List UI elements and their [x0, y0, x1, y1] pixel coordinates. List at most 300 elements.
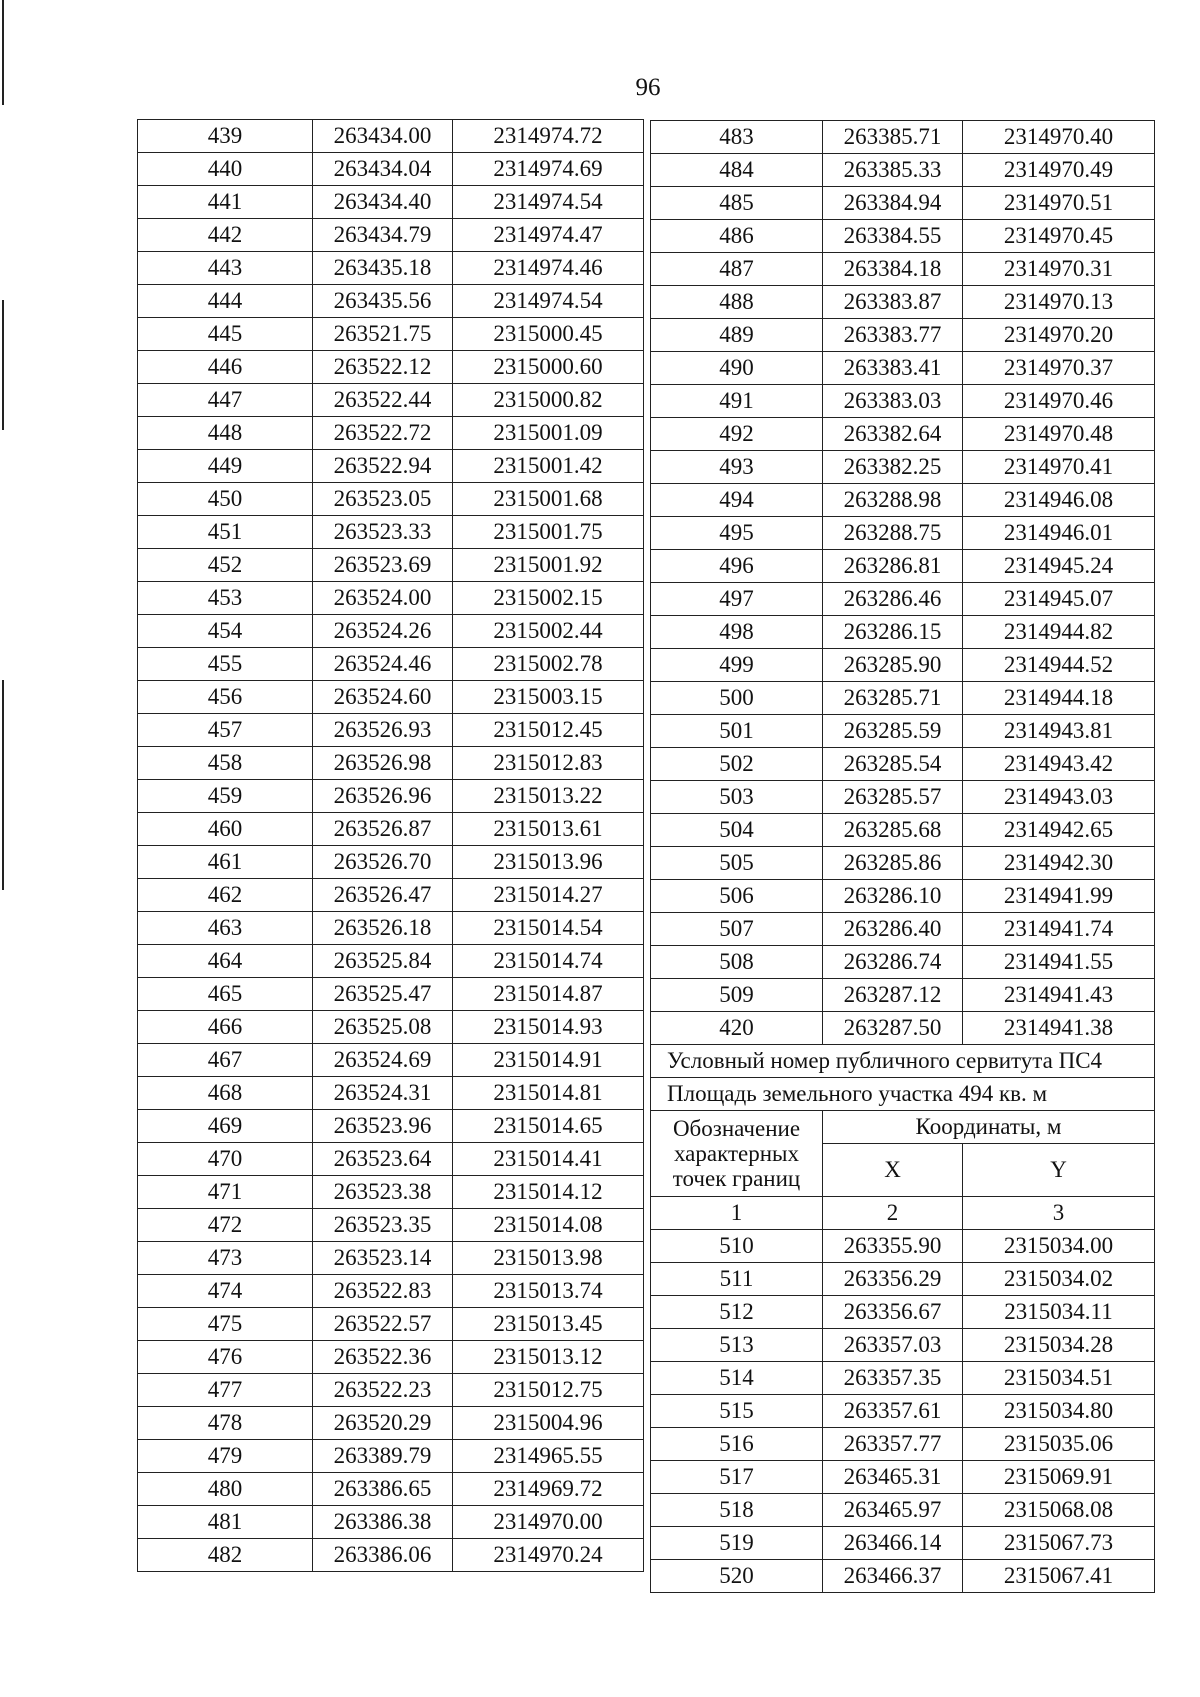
- y-coordinate-cell: 2315014.12: [453, 1176, 644, 1209]
- table-row: [138, 153, 644, 186]
- table-row: [651, 1329, 1155, 1362]
- table-row: [138, 714, 644, 747]
- table-row: [138, 747, 644, 780]
- y-coordinate-cell: 2315014.08: [453, 1209, 644, 1242]
- points-header-line: Обозначение: [672, 1116, 801, 1141]
- x-coordinate-cell: 263526.87: [313, 813, 453, 846]
- table-row: [651, 121, 1155, 154]
- x-header: X: [823, 1144, 963, 1197]
- table-row: [651, 1527, 1155, 1560]
- x-coordinate-cell: 263524.69: [313, 1044, 453, 1077]
- y-coordinate-cell: 2315034.02: [963, 1263, 1155, 1296]
- table-row: [651, 220, 1155, 253]
- table-row: [138, 186, 644, 219]
- table-row: [651, 1263, 1155, 1296]
- table-row: [651, 484, 1155, 517]
- x-coordinate-cell: 263526.96: [313, 780, 453, 813]
- x-coordinate-cell: 263522.72: [313, 417, 453, 450]
- x-coordinate-cell: 263382.64: [823, 418, 963, 451]
- x-coordinate-cell: 263286.74: [823, 946, 963, 979]
- y-coordinate-cell: 2315001.42: [453, 450, 644, 483]
- y-coordinate-cell: 2315000.82: [453, 384, 644, 417]
- point-number-cell: 501: [651, 715, 823, 748]
- point-number-cell: 484: [651, 154, 823, 187]
- x-coordinate-cell: 263285.68: [823, 814, 963, 847]
- y-coordinate-cell: 2314945.07: [963, 583, 1155, 616]
- table-row: [651, 418, 1155, 451]
- table-row: [651, 649, 1155, 682]
- point-number-cell: 519: [651, 1527, 823, 1560]
- x-coordinate-cell: 263522.94: [313, 450, 453, 483]
- x-coordinate-cell: 263286.81: [823, 550, 963, 583]
- y-coordinate-cell: 2315014.91: [453, 1044, 644, 1077]
- point-number-cell: 465: [138, 978, 313, 1011]
- y-coordinate-cell: 2314941.38: [963, 1012, 1155, 1045]
- servitude-title-row: [651, 1045, 1155, 1078]
- x-coordinate-cell: 263526.98: [313, 747, 453, 780]
- table-row: [138, 549, 644, 582]
- table-row: [651, 187, 1155, 220]
- table-row: [651, 1560, 1155, 1593]
- column-number: 1: [651, 1197, 823, 1230]
- point-number-cell: 490: [651, 352, 823, 385]
- point-number-cell: 485: [651, 187, 823, 220]
- point-number-cell: 472: [138, 1209, 313, 1242]
- x-coordinate-cell: 263526.47: [313, 879, 453, 912]
- x-coordinate-cell: 263386.06: [313, 1539, 453, 1572]
- table-row: [138, 1308, 644, 1341]
- points-header: [651, 1111, 823, 1197]
- x-coordinate-cell: 263523.64: [313, 1143, 453, 1176]
- point-number-cell: 511: [651, 1263, 823, 1296]
- x-coordinate-cell: 263526.18: [313, 912, 453, 945]
- y-coordinate-cell: 2314943.81: [963, 715, 1155, 748]
- y-coordinate-cell: 2315000.45: [453, 318, 644, 351]
- point-number-cell: 518: [651, 1494, 823, 1527]
- y-coordinate-cell: 2315001.75: [453, 516, 644, 549]
- x-coordinate-cell: 263389.79: [313, 1440, 453, 1473]
- y-coordinate-cell: 2314942.65: [963, 814, 1155, 847]
- y-coordinate-cell: 2314974.54: [453, 186, 644, 219]
- y-coordinate-cell: 2315003.15: [453, 681, 644, 714]
- table-row: [138, 1341, 644, 1374]
- y-coordinate-cell: 2314941.43: [963, 979, 1155, 1012]
- table-row: [138, 945, 644, 978]
- table-row: [651, 451, 1155, 484]
- point-number-cell: 452: [138, 549, 313, 582]
- x-coordinate-cell: 263525.08: [313, 1011, 453, 1044]
- point-number-cell: 478: [138, 1407, 313, 1440]
- point-number-cell: 504: [651, 814, 823, 847]
- y-coordinate-cell: 2315013.12: [453, 1341, 644, 1374]
- x-coordinate-cell: 263287.50: [823, 1012, 963, 1045]
- point-number-cell: 513: [651, 1329, 823, 1362]
- point-number-cell: 505: [651, 847, 823, 880]
- x-coordinate-cell: 263522.57: [313, 1308, 453, 1341]
- x-coordinate-cell: 263466.37: [823, 1560, 963, 1593]
- y-coordinate-cell: 2314943.42: [963, 748, 1155, 781]
- column-number-row: [651, 1197, 1155, 1230]
- point-number-cell: 481: [138, 1506, 313, 1539]
- y-coordinate-cell: 2315035.06: [963, 1428, 1155, 1461]
- x-coordinate-cell: 263524.60: [313, 681, 453, 714]
- point-number-cell: 458: [138, 747, 313, 780]
- point-number-cell: 517: [651, 1461, 823, 1494]
- table-row: [651, 1395, 1155, 1428]
- point-number-cell: 460: [138, 813, 313, 846]
- x-coordinate-cell: 263522.44: [313, 384, 453, 417]
- table-row: [138, 813, 644, 846]
- x-coordinate-cell: 263522.83: [313, 1275, 453, 1308]
- point-number-cell: 499: [651, 649, 823, 682]
- y-coordinate-cell: 2314970.41: [963, 451, 1155, 484]
- table-row: [651, 517, 1155, 550]
- x-coordinate-cell: 263523.96: [313, 1110, 453, 1143]
- table-row: [138, 219, 644, 252]
- binding-mark-middle: [2, 300, 4, 430]
- point-number-cell: 451: [138, 516, 313, 549]
- point-number-cell: 461: [138, 846, 313, 879]
- points-header-line: точек границ: [672, 1166, 801, 1191]
- point-number-cell: 450: [138, 483, 313, 516]
- x-coordinate-cell: 263434.04: [313, 153, 453, 186]
- x-coordinate-cell: 263435.18: [313, 252, 453, 285]
- y-coordinate-cell: 2315001.09: [453, 417, 644, 450]
- x-coordinate-cell: 263383.03: [823, 385, 963, 418]
- x-coordinate-cell: 263526.93: [313, 714, 453, 747]
- table-row: [138, 516, 644, 549]
- y-coordinate-cell: 2315014.65: [453, 1110, 644, 1143]
- x-coordinate-cell: 263525.84: [313, 945, 453, 978]
- x-coordinate-cell: 263524.46: [313, 648, 453, 681]
- x-coordinate-cell: 263524.31: [313, 1077, 453, 1110]
- point-number-cell: 473: [138, 1242, 313, 1275]
- x-coordinate-cell: 263356.29: [823, 1263, 963, 1296]
- y-coordinate-cell: 2315014.93: [453, 1011, 644, 1044]
- y-coordinate-cell: 2315068.08: [963, 1494, 1155, 1527]
- y-coordinate-cell: 2315014.27: [453, 879, 644, 912]
- point-number-cell: 455: [138, 648, 313, 681]
- table-row: [651, 1362, 1155, 1395]
- x-coordinate-cell: 263285.71: [823, 682, 963, 715]
- x-coordinate-cell: 263383.41: [823, 352, 963, 385]
- point-number-cell: 468: [138, 1077, 313, 1110]
- point-number-cell: 462: [138, 879, 313, 912]
- y-coordinate-cell: 2315034.80: [963, 1395, 1155, 1428]
- table-row: [651, 1012, 1155, 1045]
- table-row: [138, 1506, 644, 1539]
- table-row: [138, 615, 644, 648]
- y-coordinate-cell: 2315013.61: [453, 813, 644, 846]
- point-number-cell: 497: [651, 583, 823, 616]
- table-row: [651, 847, 1155, 880]
- table-row: [138, 1242, 644, 1275]
- y-coordinate-cell: 2314970.46: [963, 385, 1155, 418]
- x-coordinate-cell: 263384.94: [823, 187, 963, 220]
- table-row: [138, 846, 644, 879]
- y-coordinate-cell: 2315012.75: [453, 1374, 644, 1407]
- coords-header: Координаты, м: [823, 1111, 1155, 1144]
- table-row: [651, 1230, 1155, 1263]
- table-row: [651, 352, 1155, 385]
- point-number-cell: 475: [138, 1308, 313, 1341]
- y-coordinate-cell: 2314970.13: [963, 286, 1155, 319]
- point-number-cell: 476: [138, 1341, 313, 1374]
- y-coordinate-cell: 2314974.47: [453, 219, 644, 252]
- y-coordinate-cell: 2314946.08: [963, 484, 1155, 517]
- y-coordinate-cell: 2314974.54: [453, 285, 644, 318]
- x-coordinate-cell: 263435.56: [313, 285, 453, 318]
- y-coordinate-cell: 2314970.45: [963, 220, 1155, 253]
- table-row: [138, 483, 644, 516]
- point-number-cell: 464: [138, 945, 313, 978]
- point-number-cell: 480: [138, 1473, 313, 1506]
- y-coordinate-cell: 2315014.54: [453, 912, 644, 945]
- point-number-cell: 510: [651, 1230, 823, 1263]
- x-coordinate-cell: 263288.75: [823, 517, 963, 550]
- point-number-cell: 512: [651, 1296, 823, 1329]
- point-number-cell: 442: [138, 219, 313, 252]
- y-coordinate-cell: 2315067.73: [963, 1527, 1155, 1560]
- table-row: [138, 1110, 644, 1143]
- table-row: [138, 417, 644, 450]
- coordinates-table-right: [650, 120, 1155, 1593]
- x-coordinate-cell: 263286.15: [823, 616, 963, 649]
- point-number-cell: 508: [651, 946, 823, 979]
- point-number-cell: 441: [138, 186, 313, 219]
- x-coordinate-cell: 263383.87: [823, 286, 963, 319]
- point-number-cell: 494: [651, 484, 823, 517]
- x-coordinate-cell: 263285.59: [823, 715, 963, 748]
- x-coordinate-cell: 263465.31: [823, 1461, 963, 1494]
- y-coordinate-cell: 2314970.20: [963, 319, 1155, 352]
- x-coordinate-cell: 263522.12: [313, 351, 453, 384]
- point-number-cell: 444: [138, 285, 313, 318]
- table-row: [651, 682, 1155, 715]
- x-coordinate-cell: 263356.67: [823, 1296, 963, 1329]
- table-row: [138, 450, 644, 483]
- y-coordinate-cell: 2315013.96: [453, 846, 644, 879]
- x-coordinate-cell: 263523.35: [313, 1209, 453, 1242]
- x-coordinate-cell: 263355.90: [823, 1230, 963, 1263]
- y-coordinate-cell: 2314944.52: [963, 649, 1155, 682]
- y-coordinate-cell: 2315012.83: [453, 747, 644, 780]
- y-coordinate-cell: 2315002.78: [453, 648, 644, 681]
- point-number-cell: 459: [138, 780, 313, 813]
- x-coordinate-cell: 263285.57: [823, 781, 963, 814]
- y-coordinate-cell: 2314970.24: [453, 1539, 644, 1572]
- x-coordinate-cell: 263434.00: [313, 120, 453, 153]
- points-header-line: характерных: [673, 1141, 799, 1166]
- point-number-cell: 493: [651, 451, 823, 484]
- point-number-cell: 456: [138, 681, 313, 714]
- servitude-title: Условный номер публичного сервитута ПС4: [651, 1045, 1155, 1078]
- x-coordinate-cell: 263522.36: [313, 1341, 453, 1374]
- x-coordinate-cell: 263522.23: [313, 1374, 453, 1407]
- x-coordinate-cell: 263525.47: [313, 978, 453, 1011]
- table-row: [138, 582, 644, 615]
- point-number-cell: 515: [651, 1395, 823, 1428]
- table-row: [651, 1461, 1155, 1494]
- y-coordinate-cell: 2314943.03: [963, 781, 1155, 814]
- point-number-cell: 454: [138, 615, 313, 648]
- binding-mark-lower: [2, 680, 4, 890]
- header-row: [651, 1111, 1155, 1144]
- area-line: Площадь земельного участка 494 кв. м: [651, 1078, 1155, 1111]
- x-coordinate-cell: 263285.90: [823, 649, 963, 682]
- y-coordinate-cell: 2315034.11: [963, 1296, 1155, 1329]
- table-row: [138, 285, 644, 318]
- y-coordinate-cell: 2314974.72: [453, 120, 644, 153]
- point-number-cell: 506: [651, 880, 823, 913]
- y-coordinate-cell: 2314974.46: [453, 252, 644, 285]
- x-coordinate-cell: 263434.79: [313, 219, 453, 252]
- y-coordinate-cell: 2314945.24: [963, 550, 1155, 583]
- x-coordinate-cell: 263465.97: [823, 1494, 963, 1527]
- y-coordinate-cell: 2314970.51: [963, 187, 1155, 220]
- point-number-cell: 507: [651, 913, 823, 946]
- x-coordinate-cell: 263521.75: [313, 318, 453, 351]
- y-coordinate-cell: 2314970.31: [963, 253, 1155, 286]
- table-row: [651, 946, 1155, 979]
- x-coordinate-cell: 263386.38: [313, 1506, 453, 1539]
- x-coordinate-cell: 263386.65: [313, 1473, 453, 1506]
- x-coordinate-cell: 263286.10: [823, 880, 963, 913]
- table-row: [138, 318, 644, 351]
- x-coordinate-cell: 263288.98: [823, 484, 963, 517]
- x-coordinate-cell: 263285.86: [823, 847, 963, 880]
- table-row: [651, 616, 1155, 649]
- y-coordinate-cell: 2314970.00: [453, 1506, 644, 1539]
- point-number-cell: 479: [138, 1440, 313, 1473]
- x-coordinate-cell: 263523.05: [313, 483, 453, 516]
- point-number-cell: 496: [651, 550, 823, 583]
- point-number-cell: 492: [651, 418, 823, 451]
- page-number: 96: [635, 74, 661, 101]
- y-coordinate-cell: 2315034.51: [963, 1362, 1155, 1395]
- table-row: [138, 978, 644, 1011]
- x-coordinate-cell: 263466.14: [823, 1527, 963, 1560]
- table-row: [138, 1374, 644, 1407]
- table-row: [651, 154, 1155, 187]
- y-coordinate-cell: 2315002.44: [453, 615, 644, 648]
- table-row: [651, 1428, 1155, 1461]
- x-coordinate-cell: 263523.14: [313, 1242, 453, 1275]
- x-coordinate-cell: 263384.18: [823, 253, 963, 286]
- x-coordinate-cell: 263357.61: [823, 1395, 963, 1428]
- y-coordinate-cell: 2314946.01: [963, 517, 1155, 550]
- point-number-cell: 474: [138, 1275, 313, 1308]
- y-coordinate-cell: 2315004.96: [453, 1407, 644, 1440]
- y-coordinate-cell: 2315013.45: [453, 1308, 644, 1341]
- point-number-cell: 463: [138, 912, 313, 945]
- point-number-cell: 466: [138, 1011, 313, 1044]
- x-coordinate-cell: 263382.25: [823, 451, 963, 484]
- table-row: [138, 120, 644, 153]
- table-row: [138, 1275, 644, 1308]
- x-coordinate-cell: 263520.29: [313, 1407, 453, 1440]
- table-row: [651, 979, 1155, 1012]
- y-coordinate-cell: 2314970.48: [963, 418, 1155, 451]
- table-row: [138, 1440, 644, 1473]
- point-number-cell: 445: [138, 318, 313, 351]
- y-coordinate-cell: 2314970.37: [963, 352, 1155, 385]
- table-row: [651, 253, 1155, 286]
- y-coordinate-cell: 2314944.18: [963, 682, 1155, 715]
- x-coordinate-cell: 263383.77: [823, 319, 963, 352]
- x-coordinate-cell: 263385.33: [823, 154, 963, 187]
- point-number-cell: 488: [651, 286, 823, 319]
- x-coordinate-cell: 263523.33: [313, 516, 453, 549]
- table-row: [651, 715, 1155, 748]
- column-number: 3: [963, 1197, 1155, 1230]
- table-row: [138, 1044, 644, 1077]
- point-number-cell: 446: [138, 351, 313, 384]
- point-number-cell: 516: [651, 1428, 823, 1461]
- y-coordinate-cell: 2315034.00: [963, 1230, 1155, 1263]
- table-row: [138, 912, 644, 945]
- x-coordinate-cell: 263385.71: [823, 121, 963, 154]
- y-coordinate-cell: 2315012.45: [453, 714, 644, 747]
- table-row: [138, 1077, 644, 1110]
- point-number-cell: 471: [138, 1176, 313, 1209]
- table-row: [651, 880, 1155, 913]
- table-row: [138, 1176, 644, 1209]
- point-number-cell: 482: [138, 1539, 313, 1572]
- table-row: [138, 384, 644, 417]
- point-number-cell: 457: [138, 714, 313, 747]
- table-row: [138, 1539, 644, 1572]
- point-number-cell: 439: [138, 120, 313, 153]
- table-row: [138, 681, 644, 714]
- table-row: [651, 385, 1155, 418]
- point-number-cell: 469: [138, 1110, 313, 1143]
- point-number-cell: 520: [651, 1560, 823, 1593]
- y-coordinate-cell: 2315069.91: [963, 1461, 1155, 1494]
- point-number-cell: 447: [138, 384, 313, 417]
- x-coordinate-cell: 263384.55: [823, 220, 963, 253]
- point-number-cell: 514: [651, 1362, 823, 1395]
- y-coordinate-cell: 2314970.49: [963, 154, 1155, 187]
- table-row: [651, 583, 1155, 616]
- point-number-cell: 467: [138, 1044, 313, 1077]
- point-number-cell: 495: [651, 517, 823, 550]
- y-coordinate-cell: 2314941.74: [963, 913, 1155, 946]
- y-coordinate-cell: 2315067.41: [963, 1560, 1155, 1593]
- point-number-cell: 502: [651, 748, 823, 781]
- table-row: [138, 1407, 644, 1440]
- y-coordinate-cell: 2315000.60: [453, 351, 644, 384]
- y-coordinate-cell: 2314969.72: [453, 1473, 644, 1506]
- table-row: [138, 1473, 644, 1506]
- table-row: [651, 550, 1155, 583]
- point-number-cell: 477: [138, 1374, 313, 1407]
- x-coordinate-cell: 263434.40: [313, 186, 453, 219]
- table-row: [651, 814, 1155, 847]
- table-row: [138, 1011, 644, 1044]
- point-number-cell: 498: [651, 616, 823, 649]
- y-coordinate-cell: 2314974.69: [453, 153, 644, 186]
- y-coordinate-cell: 2315014.87: [453, 978, 644, 1011]
- table-row: [138, 1209, 644, 1242]
- x-coordinate-cell: 263523.38: [313, 1176, 453, 1209]
- y-coordinate-cell: 2314941.55: [963, 946, 1155, 979]
- table-row: [651, 1494, 1155, 1527]
- table-row: [138, 648, 644, 681]
- y-coordinate-cell: 2314965.55: [453, 1440, 644, 1473]
- table-row: [138, 780, 644, 813]
- point-number-cell: 500: [651, 682, 823, 715]
